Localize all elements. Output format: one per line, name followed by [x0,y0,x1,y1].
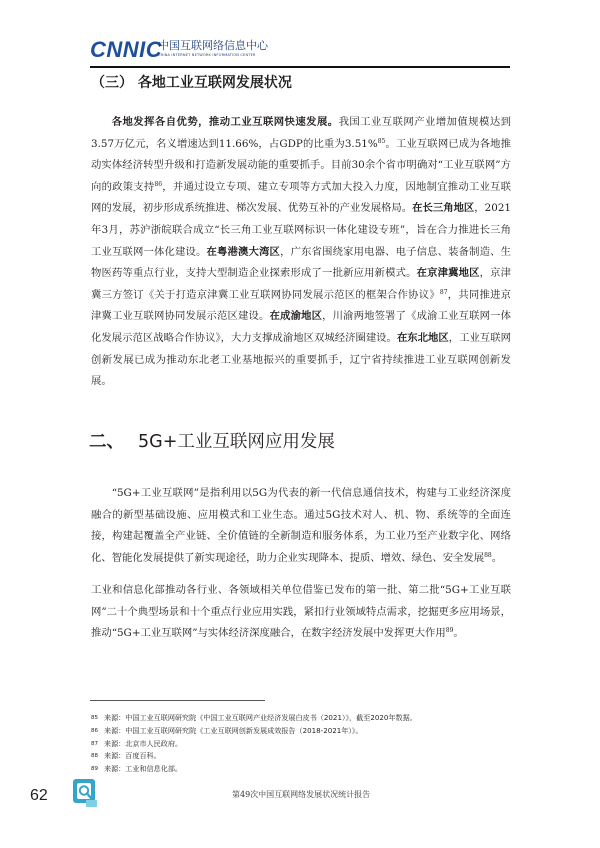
region-greater-bay-area: 在粤港澳大湾区 [206,245,281,258]
footnote-item [91,738,511,751]
footnote-item [91,712,511,725]
page-number: 62 [30,787,48,804]
paragraph-text: ，共同推进京津冀工业互联网协同发展示范区建设。 [91,288,511,323]
footnote-text: 来源：百度百科。 [104,751,161,761]
paragraph-text: 。 [491,551,503,564]
footnote-ref: 88 [484,551,492,559]
header-divider [90,66,510,68]
org-name-en: CHINA INTERNET NETWORK INFORMATION CENTER [158,53,256,57]
footnote-text: 来源：中国工业互联网研究院《中国工业互联网产业经济发展白皮书（2021）》，截至2020年数据。 [104,713,417,722]
paragraph-text: ，川渝两地签署了《成渝工业互联网一体化发展示范区战略合作协议》，大力支撑成渝地区双城经济圈建设。 [91,310,511,344]
paragraph-regional-development [91,112,511,393]
footnotes [91,712,511,776]
footnote-item [91,763,511,776]
region-northeast: 在东北地区 [396,331,449,344]
paragraph-text: 。工业互联网已成为各地推动实体经济转型升级和打造新发展动能的重要抓手。目前30余个省市明确对“工业互联网”方向的政策支持 [91,137,511,193]
footnote-text: 来源：中国工业互联网研究院《工业互联网创新发展成效报告（2018-2021年）》。 [104,725,363,735]
paragraph-5g-definition [91,483,511,569]
paragraph-text: ，广东省围绕家用电器、电子信息、装备制造、生物医药等重点行业，支持大型制造企业探索形成了一批新应用新模式。 [91,245,511,280]
footnote-item [91,725,511,738]
org-name-cn: 中国互联网络信息中心 [158,39,268,52]
paragraph-text: ，京津冀三方签订《关于打造京津冀工业互联网协同发展示范区的框架合作协议》 [91,267,511,301]
footnote-number: 89 [91,766,98,773]
paragraph-text: “5G+工业互联网”是指利用以5G为代表的新一代信息通信技术，构建与工业经济深度融合的新型基础设施、应用模式和工业生态。通过5G技术对人、机、物、系统等的全面连接，构建起覆盖全产业链、全价值链的全新制造和服务体系，为工业乃至产业数字化、网络化、智能化发展提供了新实现途径，助力企业实现降本、提质、增效、绿色、安全发展 [91,487,511,564]
footnote-ref: 85 [377,137,386,145]
region-chengyu: 在成渝地区 [269,310,323,323]
footnote-text: 来源：工业和信息化部。 [104,764,183,774]
footnote-ref: 86 [154,180,163,188]
section-number: 二、 [89,432,124,452]
footnote-number: 86 [91,727,98,734]
report-title: 第49次中国互联网络发展状况统计报告 [232,790,371,799]
footnote-number: 87 [91,740,98,747]
paragraph-text: ，工业互联网创新发展已成为推动东北老工业基地振兴的重要抓手，辽宁省持续推进工业互联网创新发展。 [91,331,511,388]
subsection-title: （三） 各地工业互联网发展状况 [91,75,292,91]
lead-sentence: 各地发挥各自优势，推动工业互联网快速发展。 [111,116,339,128]
footnote-divider [90,700,265,701]
cnnic-magnifier-icon [72,778,98,808]
paragraph-text: 我国工业互联网产业增加值规模达到3.57万亿元，名义增速达到11.66%，占GDP的比重为3.51% [91,116,511,150]
section-heading-text: 5G+工业互联网应用发展 [138,432,335,452]
paragraph-5g-practice [91,580,511,645]
cnnic-logo: CNNIC [90,37,163,62]
footnote-ref: 87 [439,288,448,296]
paragraph-text: ，并通过设立专项、建立专项等方式加大投入力度，因地制宜推动工业互联网的发展，初步形成系统推进、梯次发展、优势互补的产业发展格局。 [91,180,511,215]
paragraph-text: 工业和信息化部推动各行业、各领域相关单位借鉴已发布的第一批、第二批“5G+工业互联网”二十个典型场景和十个重点行业应用实践，紧扣行业领域特点需求，挖掘更多应用场景，推动“5G+工业互联网”与实体经济深度融合，在数字经济发展中发挥更大作用 [91,584,511,640]
region-yangtze-delta: 在长三角地区 [412,202,475,215]
region-jingjinji: 在京津冀地区 [416,267,480,280]
paragraph-text: ，2021年3月，苏沪浙皖联合成立“长三角工业互联网标识一体化建设专班”，旨在合力推进长三角工业互联网一体化建设。 [91,202,511,258]
footnote-item [91,750,511,763]
footnote-text: 来源：北京市人民政府。 [104,738,183,748]
paragraph-text: 。 [453,627,464,640]
section-title [89,430,335,454]
footnote-number: 88 [91,753,98,760]
footnote-number: 85 [91,715,98,721]
footnote-ref: 89 [445,627,454,635]
